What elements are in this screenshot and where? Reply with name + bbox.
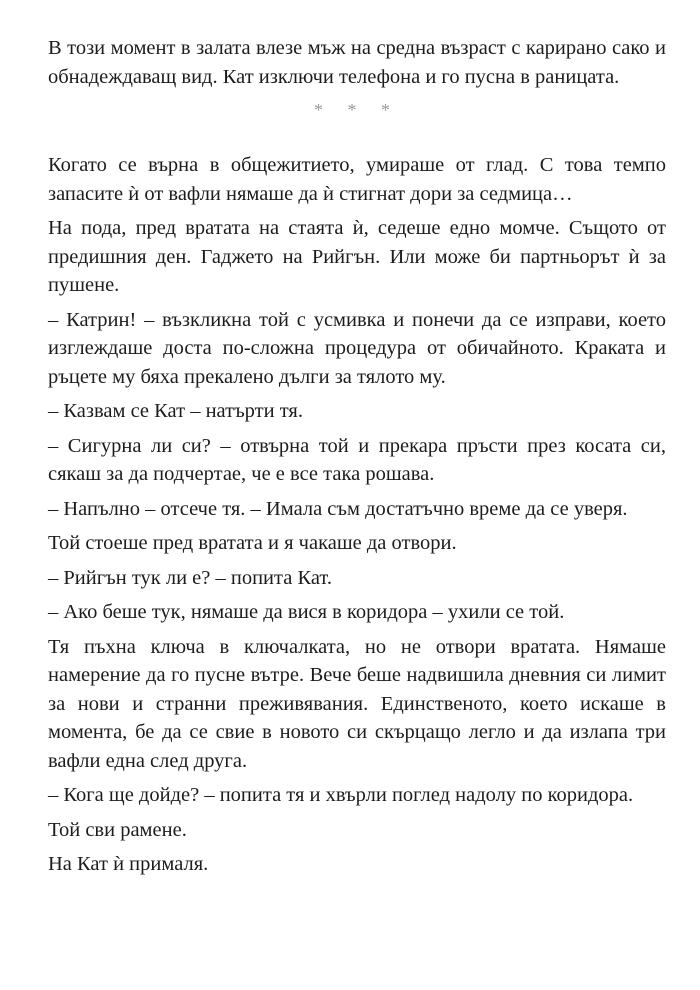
paragraph-4: – Катрин! – възкликна той с усмивка и понечи да се изправи, което изглеждаше доста по-сложна процедура от обичайното. Краката и ръцете му бяха прекалено дълги за тялото му. (48, 308, 666, 388)
paragraph-6: – Сигурна ли си? – отвърна той и прекара пръсти през косата си, сякаш за да подчертае, че е все така рошава. (48, 434, 666, 485)
paragraph-7: – Напълно – отсече тя. – Имала съм достатъчно време да се уверя. (48, 497, 628, 520)
paragraph-14: На Кат ѝ прималя. (48, 853, 209, 875)
paragraph-10: – Ако беше тук, нямаше да вися в коридора – ухили се той. (48, 601, 565, 623)
paragraph-13: Той сви рамене. (48, 818, 187, 841)
paragraph-12: – Кога ще дойде? – попита тя и хвърли поглед надолу по коридора. (48, 784, 634, 806)
paragraph-2: Когато се върна в общежитието, умираше от глад. С това темпо запасите ѝ от вафли нямаше да ѝ стигнат дори за седмица… (48, 154, 666, 205)
paragraph-11: Тя пъхна ключа в ключалката, но не отвори вратата. Нямаше намерение да го пусне вътре. Вече беше надвишила дневния си лимит за нови и странни преживявания. Единственото, което искаше в момента, бе да се свие в новото си скърцащо легло и да излапа три вафли една след друга. (48, 635, 666, 772)
paragraph-5: – Казвам се Кат – натърти тя. (48, 400, 303, 422)
paragraph-3: На пода, пред вратата на стаята ѝ, седеше едно момче. Същото от предишния ден. Гаджето на Рийгън. Или може би партньорът ѝ за пушене. (48, 217, 666, 296)
scene-separator: * * * (314, 100, 400, 120)
paragraph-8: Той стоеше пред вратата и я чакаше да отвори. (48, 532, 457, 554)
book-page (48, 34, 666, 885)
paragraph-9: – Рийгън тук ли е? – попита Кат. (48, 566, 332, 589)
paragraph-1: В този момент в залата влезе мъж на средна възраст с карирано сако и обнадеждаващ вид. Кат изключи телефона и го пусна в раницата. (48, 37, 666, 88)
